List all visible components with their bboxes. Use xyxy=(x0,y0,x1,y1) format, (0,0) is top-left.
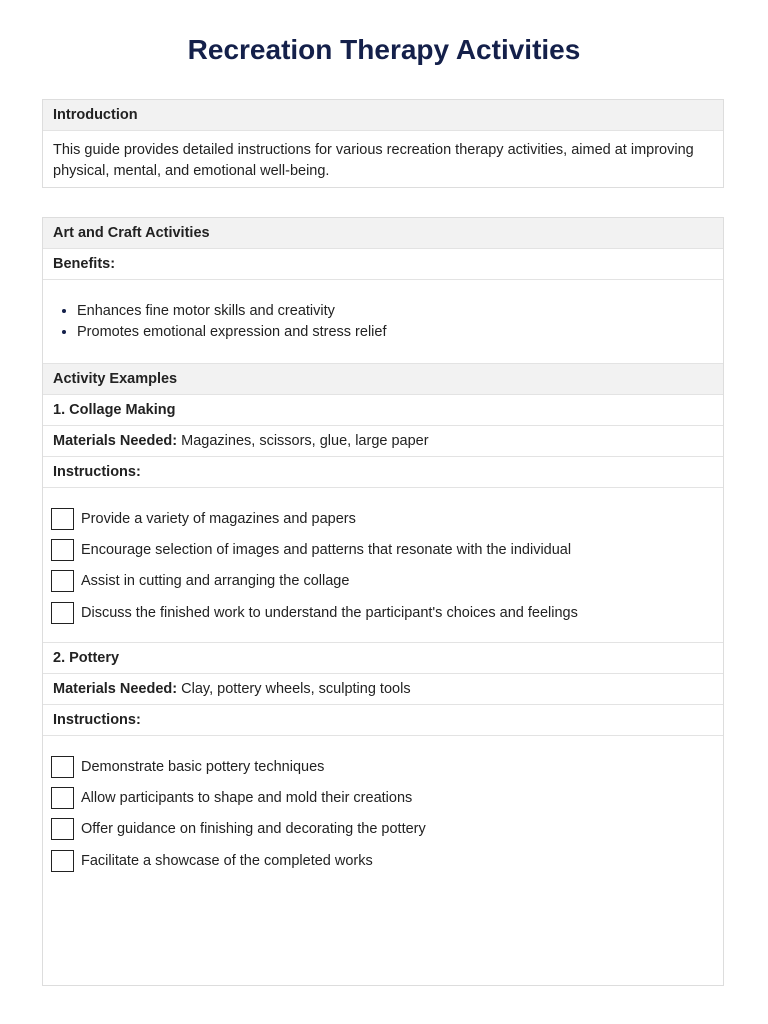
checkbox[interactable] xyxy=(51,818,74,840)
checklist-item-text: Facilitate a showcase of the completed works xyxy=(81,852,373,869)
instructions-label: Instructions: xyxy=(53,712,141,728)
introduction-body: This guide provides detailed instructions for various recreation therapy activities, aimed at improving physical, mental, and emotional well-being. xyxy=(53,142,694,179)
introduction-card xyxy=(42,99,724,188)
checklist-item-text: Discuss the finished work to understand the participant's choices and feelings xyxy=(81,604,578,621)
checkbox[interactable] xyxy=(51,756,74,778)
introduction-heading-text: Introduction xyxy=(53,107,138,123)
checklist-item-text: Encourage selection of images and patterns that resonate with the individual xyxy=(81,541,572,558)
art-craft-heading xyxy=(43,218,723,249)
materials-label: Materials Needed: xyxy=(53,433,178,449)
checklist-item xyxy=(51,503,713,534)
checkbox[interactable] xyxy=(51,539,74,561)
materials-row-pottery xyxy=(43,674,723,705)
instructions-label-row-pottery xyxy=(43,705,723,736)
checkbox[interactable] xyxy=(51,602,74,624)
checklist-item-text: Assist in cutting and arranging the collage xyxy=(81,573,350,590)
materials-value: Magazines, scissors, glue, large paper xyxy=(181,433,429,449)
checklist-item xyxy=(51,845,713,876)
checklist-item xyxy=(51,534,713,565)
activity-examples-heading xyxy=(43,364,723,395)
checkbox[interactable] xyxy=(51,570,74,592)
checklist-item xyxy=(51,782,713,813)
checklist-item xyxy=(51,751,713,782)
introduction-heading xyxy=(43,100,723,131)
checklist-item-text: Provide a variety of magazines and papers xyxy=(81,510,356,527)
page-title: Recreation Therapy Activities xyxy=(187,34,581,65)
instructions-checklist-collage xyxy=(43,488,723,643)
benefits-label-row xyxy=(43,249,723,280)
benefits-list xyxy=(43,280,723,364)
materials-label: Materials Needed: xyxy=(53,681,178,697)
activity-title-pottery xyxy=(43,643,723,674)
checklist-item xyxy=(51,814,713,845)
checklist-item xyxy=(51,597,713,628)
checklist-item-text: Offer guidance on finishing and decorating the pottery xyxy=(81,821,426,838)
checklist-item xyxy=(51,566,713,597)
checklist-item-text: Allow participants to shape and mold their creations xyxy=(81,789,413,806)
materials-value: Clay, pottery wheels, sculpting tools xyxy=(181,681,411,697)
activity-title-collage xyxy=(43,395,723,426)
checkbox[interactable] xyxy=(51,787,74,809)
activity-name: 2. Pottery xyxy=(53,650,120,666)
instructions-checklist-pottery xyxy=(43,736,723,984)
instructions-label: Instructions: xyxy=(53,464,141,480)
benefit-item: • Promotes emotional expression and stress relief xyxy=(77,322,713,343)
art-craft-heading-text: Art and Craft Activities xyxy=(53,225,210,241)
checkbox[interactable] xyxy=(51,850,74,872)
benefits-label: Benefits: xyxy=(53,256,116,272)
materials-row-collage xyxy=(43,426,723,457)
checklist-item-text: Demonstrate basic pottery techniques xyxy=(81,758,325,775)
activity-name: 1. Collage Making xyxy=(53,402,176,418)
activity-examples-heading-text: Activity Examples xyxy=(53,371,178,387)
instructions-label-row-collage xyxy=(43,457,723,488)
art-craft-card xyxy=(42,217,724,986)
checkbox[interactable] xyxy=(51,508,74,530)
benefit-item: • Enhances fine motor skills and creativity xyxy=(77,301,713,322)
